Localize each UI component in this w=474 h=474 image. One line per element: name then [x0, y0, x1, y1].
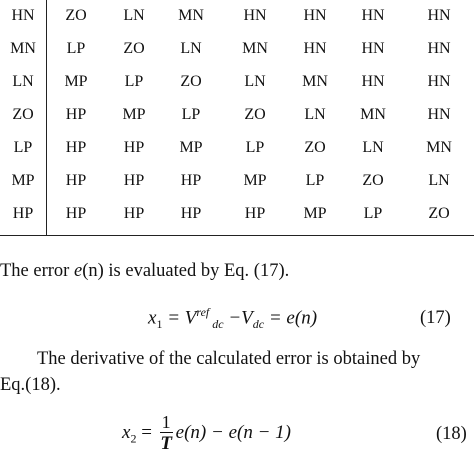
table-cell: ZO — [304, 139, 326, 156]
body-paragraph-eq-ref: Eq.(18). — [0, 375, 61, 395]
table-cell: LN — [244, 73, 266, 90]
table-cell: HN — [361, 73, 385, 90]
table-cell: MN — [242, 40, 268, 57]
table-cell: LN — [428, 172, 450, 189]
body-paragraph-error: The error e(n) is evaluated by Eq. (17). — [0, 261, 290, 281]
table-cell: ZO — [244, 106, 266, 123]
table-row — [0, 66, 474, 98]
table-cell: LP — [305, 172, 325, 189]
table-cell: MN — [178, 7, 204, 24]
table-cell: HN — [427, 106, 451, 123]
table-cell: HP — [65, 172, 87, 189]
table-cell: MP — [122, 106, 146, 123]
equation-number-17: (17) — [420, 308, 451, 328]
table-cell: ZO — [12, 106, 34, 123]
table-row — [0, 132, 474, 164]
fuzzy-rule-table — [0, 0, 474, 236]
table-cell: MP — [64, 73, 88, 90]
table-cell: LP — [245, 139, 265, 156]
table-cell: HP — [244, 205, 266, 222]
table-row — [0, 99, 474, 131]
table-cell: HN — [361, 40, 385, 57]
table-cell: HN — [303, 7, 327, 24]
table-cell: MP — [11, 172, 35, 189]
table-cell: HN — [303, 40, 327, 57]
table-cell: HN — [243, 7, 267, 24]
body-paragraph-derivative: The derivative of the calculated error is obtained by — [37, 349, 421, 369]
table-cell: HP — [123, 139, 145, 156]
table-cell: HP — [65, 205, 87, 222]
table-cell: LP — [181, 106, 201, 123]
table-cell: HP — [12, 205, 34, 222]
table-cell: HN — [427, 73, 451, 90]
table-cell: HP — [65, 139, 87, 156]
table-cell: LN — [12, 73, 34, 90]
table-cell: LN — [304, 106, 326, 123]
table-cell: ZO — [123, 40, 145, 57]
table-cell: HN — [427, 7, 451, 24]
equation-18: $x_2$ = $\frac{1}{T}$ e(n) − e(n − 1) — [122, 412, 291, 454]
table-cell: LP — [66, 40, 86, 57]
table-cell: HP — [180, 172, 202, 189]
table-cell: HN — [361, 7, 385, 24]
table-cell: HN — [427, 40, 451, 57]
table-cell: HN — [11, 7, 35, 24]
table-row — [0, 33, 474, 65]
table-cell: MN — [302, 73, 328, 90]
table-cell: HP — [123, 172, 145, 189]
table-cell: MP — [179, 139, 203, 156]
table-cell: LN — [123, 7, 145, 24]
equation-number-18: (18) — [436, 424, 467, 444]
table-cell: HP — [65, 106, 87, 123]
table-cell: LP — [13, 139, 33, 156]
table-cell: MP — [303, 205, 327, 222]
table-bottom-rule — [0, 235, 474, 236]
table-cell: MP — [243, 172, 267, 189]
equation-17: $x_1 = V^{ref}$ $_{dc} -V_{dc} = e(n)$ — [148, 305, 318, 332]
table-cell: LP — [363, 205, 383, 222]
table-row — [0, 0, 474, 32]
table-cell: ZO — [362, 172, 384, 189]
table-cell: ZO — [180, 73, 202, 90]
table-cell: MN — [426, 139, 452, 156]
table-row — [0, 165, 474, 197]
table-cell: LP — [124, 73, 144, 90]
table-cell: LN — [362, 139, 384, 156]
table-cell: MN — [360, 106, 386, 123]
table-cell: LN — [180, 40, 202, 57]
table-cell: MN — [10, 40, 36, 57]
fraction: $\frac{1}{T}$ — [160, 412, 172, 454]
table-cell: HP — [180, 205, 202, 222]
table-cell: ZO — [428, 205, 450, 222]
table-row — [0, 198, 474, 230]
table-cell: ZO — [65, 7, 87, 24]
table-cell: HP — [123, 205, 145, 222]
